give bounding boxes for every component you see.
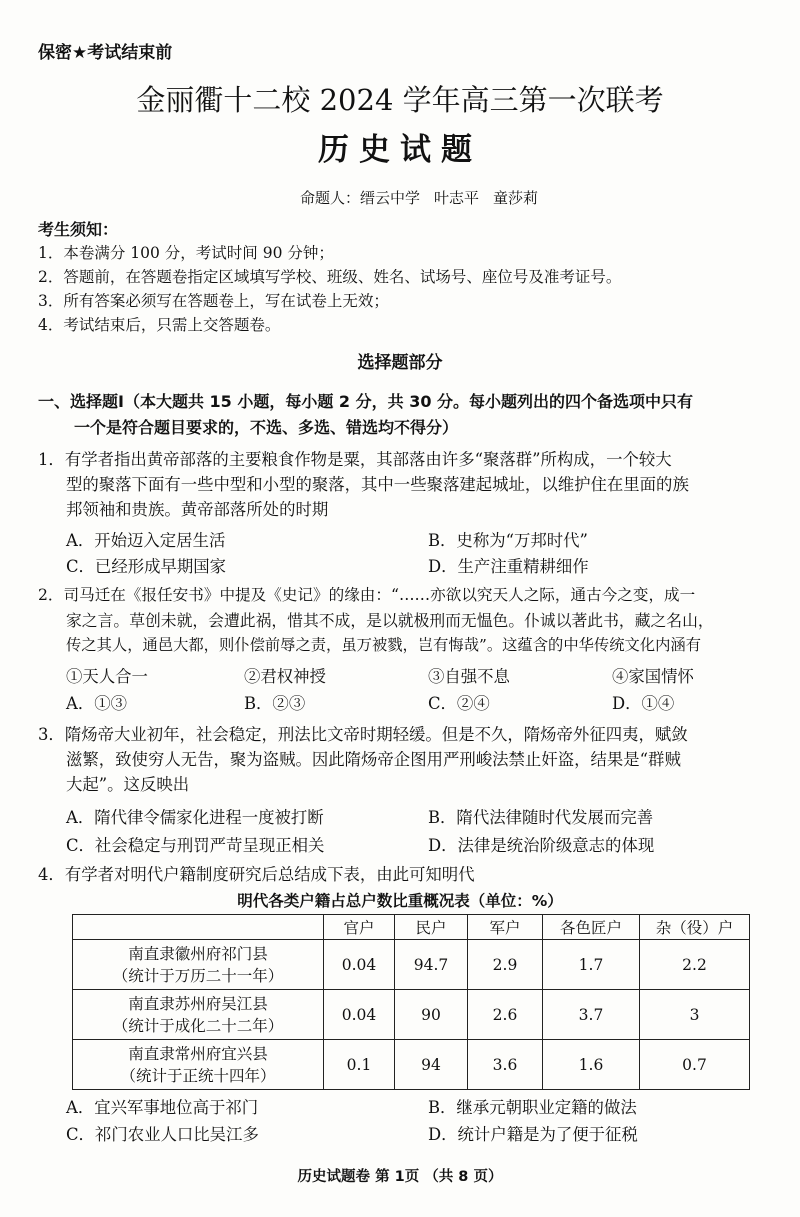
table-cell: 3.7 (543, 990, 640, 1040)
table-header-blank (73, 915, 324, 940)
table-row (73, 990, 750, 1040)
table-cell: 2.9 (468, 940, 543, 990)
question-1-text: 型的聚落下面有一些中型和小型的聚落，其中一些聚落建起城址，以维护住在里面的族 (66, 475, 689, 494)
table-cell: 2.2 (640, 940, 750, 990)
table-header-misc: 杂（役）户 (640, 915, 750, 940)
exam-title: 金丽衢十二校 2024 学年高三第一次联考 (136, 83, 664, 117)
section-title: 选择题部分 (357, 353, 443, 373)
notice-heading: 考生须知： (38, 220, 119, 239)
question-2-option-b: B．②③ (244, 694, 306, 713)
row-place: 南直隶徽州府祁门县 (128, 944, 268, 963)
question-4-option-b: B．继承元朝职业定籍的做法 (428, 1098, 637, 1117)
row-note: （统计于正统十四年） (120, 1066, 276, 1085)
question-1-option-c: C．已经形成早期国家 (66, 557, 227, 576)
table-title: 明代各类户籍占总户数比重概况表（单位：%） (237, 892, 563, 910)
notice-item: 4．考试结束后，只需上交答题卷。 (38, 316, 281, 334)
part-header: 一、选择题Ⅰ（本大题共 15 小题，每小题 2 分，共 30 分。每小题列出的四个备选项中只有 (38, 392, 694, 411)
question-1-option-b: B．史称为“万邦时代” (428, 531, 588, 550)
row-place: 南直隶常州府宜兴县 (128, 1044, 268, 1063)
table-cell: 0.7 (640, 1040, 750, 1090)
question-2-item-3: ③自强不息 (428, 667, 510, 686)
authors-line (300, 187, 552, 208)
question-3-option-b: B．隋代法律随时代发展而完善 (428, 808, 654, 827)
question-4-text: 4．有学者对明代户籍制度研究后总结成下表，由此可知明代 (38, 865, 475, 884)
household-table (72, 914, 750, 1090)
table-cell: 0.04 (324, 990, 395, 1040)
question-2-option-d: D．①④ (612, 694, 675, 713)
row-note: （统计于成化二十二年） (112, 1016, 284, 1035)
question-1-text: 1．有学者指出黄帝部落的主要粮食作物是粟，其部落由许多“聚落群”所构成，一个较大 (38, 450, 672, 469)
table-cell: 3.6 (468, 1040, 543, 1090)
row-label (73, 990, 324, 1040)
authors-label: 命题人： (300, 189, 361, 207)
question-2-option-c: C．②④ (428, 694, 490, 713)
table-cell: 2.6 (468, 990, 543, 1040)
table-cell: 94.7 (395, 940, 468, 990)
question-2-item-2: ②君权神授 (244, 667, 326, 686)
table-row (73, 1040, 750, 1090)
question-2-item-4: ④家国情怀 (612, 667, 694, 686)
table-header-military: 军户 (468, 915, 543, 940)
question-3-text: 滋繁，致使穷人无告，聚为盗贼。因此隋炀帝企图用严刑峻法禁止奸盗，结果是“群贼 (66, 750, 681, 769)
notice-item: 3．所有答案必须写在答题卷上，写在试卷上无效； (38, 292, 389, 310)
part-header-cont: 一个是符合题目要求的，不选、多选、错选均不得分） (74, 418, 459, 437)
table-cell: 1.7 (543, 940, 640, 990)
question-4-option-d: D．统计户籍是为了便于征税 (428, 1125, 638, 1144)
subject-title: 历史试题 (318, 132, 482, 168)
question-3-text: 大起”。这反映出 (66, 775, 190, 794)
table-header-official: 官户 (324, 915, 395, 940)
table-cell: 90 (395, 990, 468, 1040)
table-header-row (73, 915, 750, 940)
question-2-option-a: A．①③ (66, 694, 128, 713)
question-1-text: 邦领袖和贵族。黄帝部落所处的时期 (66, 500, 329, 519)
question-2-text: 2．司马迁在《报任安书》中提及《史记》的缘由：“……亦欲以究天人之际，通古今之变，成一 (38, 586, 696, 604)
table-header-civilian: 民户 (395, 915, 468, 940)
question-2-item-1: ①天人合一 (66, 667, 148, 686)
question-2-text: 家之言。草创未就，会遭此祸，惜其不成，是以就极刑而无愠色。仆诚以著此书，藏之名山， (66, 611, 714, 630)
question-4-option-a: A．宜兴军事地位高于祁门 (66, 1098, 259, 1117)
table-header-artisan: 各色匠户 (543, 915, 640, 940)
notice-item: 2．答题前，在答题卷指定区域填写学校、班级、姓名、试场号、座位号及准考证号。 (38, 268, 622, 286)
question-2-text: 传之其人，通邑大都，则仆偿前辱之责，虽万被戮，岂有悔哉”。这蕴含的中华传统文化内涵有 (66, 636, 701, 654)
notice-item: 1．本卷满分 100 分，考试时间 90 分钟； (38, 244, 334, 262)
table-cell: 94 (395, 1040, 468, 1090)
question-3-option-d: D．法律是统治阶级意志的体现 (428, 836, 655, 855)
question-1-option-a: A．开始迈入定居生活 (66, 531, 226, 550)
question-3-text: 3．隋炀帝大业初年，社会稳定，刑法比文帝时期轻缓。但是不久，隋炀帝外征四夷，赋敛 (38, 725, 688, 744)
table-cell: 1.6 (543, 1040, 640, 1090)
question-3-option-a: A．隋代律令儒家化进程一度被打断 (66, 808, 324, 827)
confidential-label: 保密★考试结束前 (38, 43, 173, 63)
question-4-option-c: C．祁门农业人口比吴江多 (66, 1125, 259, 1144)
table-row (73, 940, 750, 990)
row-place: 南直隶苏州府吴江县 (128, 994, 268, 1013)
table-cell: 0.1 (324, 1040, 395, 1090)
table-cell: 3 (640, 990, 750, 1040)
author-name: 叶志平 (434, 189, 480, 207)
row-label (73, 940, 324, 990)
author-name: 童莎莉 (493, 189, 539, 207)
question-3-option-c: C．社会稳定与刑罚严苛呈现正相关 (66, 836, 325, 855)
row-label (73, 1040, 324, 1090)
table-cell: 0.04 (324, 940, 395, 990)
page-footer: 历史试题卷 第 1页 （共 8 页） (297, 1169, 503, 1185)
author-school: 缙云中学 (360, 189, 421, 207)
row-note: （统计于万历二十一年） (112, 966, 284, 985)
question-1-option-d: D．生产注重精耕细作 (428, 557, 589, 576)
